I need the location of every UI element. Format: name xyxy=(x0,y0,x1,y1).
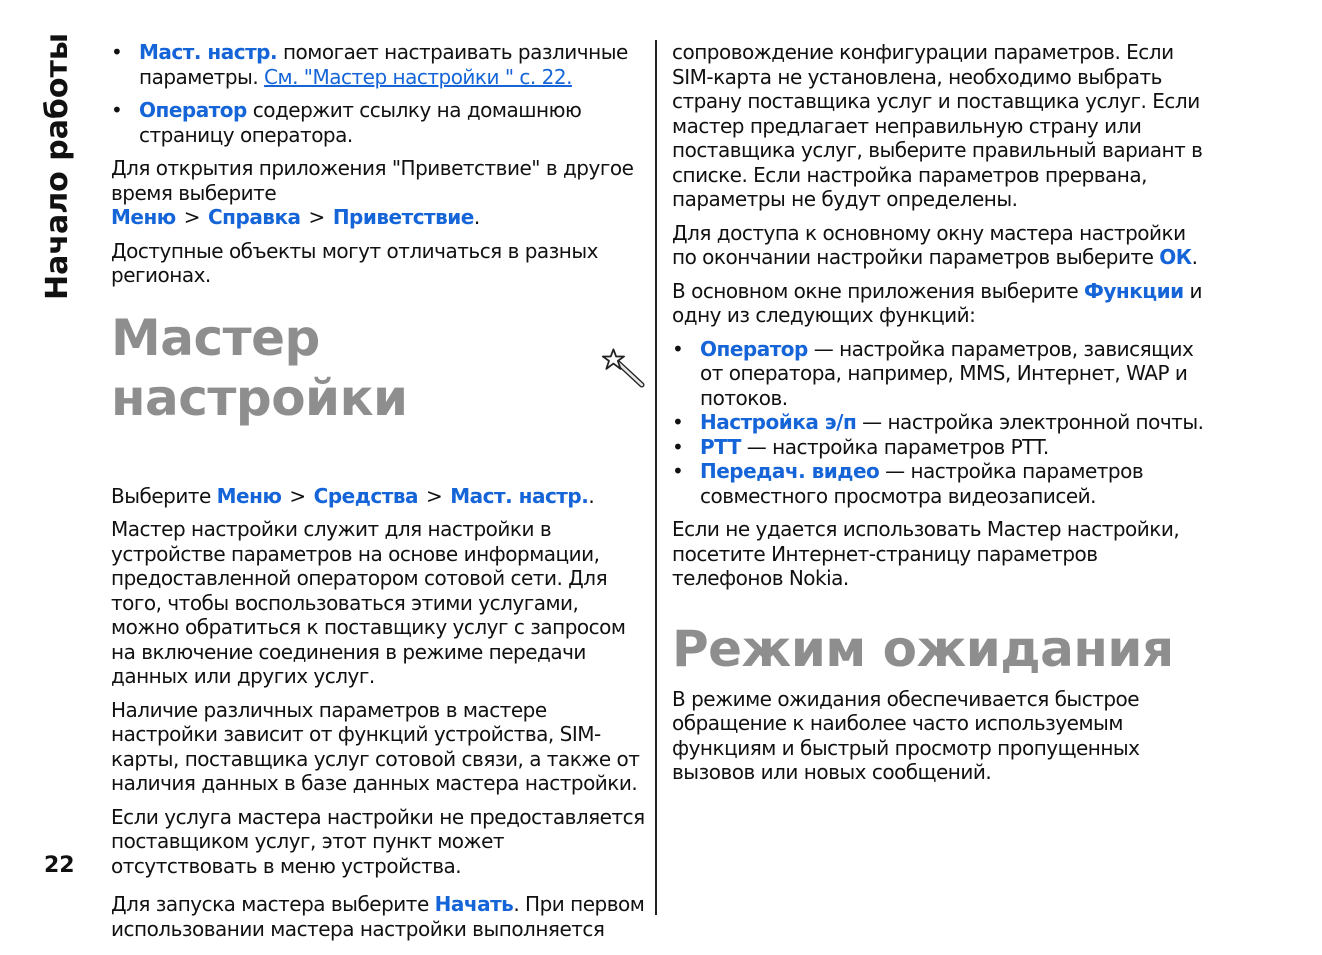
page-number: 22 xyxy=(44,853,75,878)
term-operator: Оператор xyxy=(700,336,808,361)
list-item xyxy=(672,410,1212,435)
text: Для открытия приложения "Приветствие" в другое время выберите xyxy=(111,156,634,205)
term-functions: Функции xyxy=(1084,278,1184,303)
list-item-text: содержит ссылку на домашнюю страницу оператора. xyxy=(139,98,582,147)
list-item xyxy=(111,40,645,89)
welcome-paragraph xyxy=(111,156,645,230)
section-heading-standby: Режим ожидания xyxy=(672,619,1174,678)
standby-paragraph: В режиме ожидания обеспечивается быстрое обращение к наиболее часто используемым функциям и быстрый просмотр пропущенных вызовов или новых сообщений. xyxy=(672,686,1140,784)
path-mast-nastr: Маст. настр. xyxy=(450,483,589,508)
section-heading-wizard: Мастер настройки xyxy=(111,308,408,427)
term-ok: ОК xyxy=(1159,245,1192,269)
heading-row xyxy=(111,308,645,428)
settings-availability-paragraph: Наличие различных параметров в мастере настройки зависит от функций устройства, SIM-карты, поставщика услуг сотовой связи, а также от наличия данных в базе данных мастера настройки. xyxy=(111,697,640,795)
list-item-text: — настройка параметров PTT. xyxy=(740,434,1049,459)
path-help: Справка xyxy=(208,205,301,229)
text: Выберите xyxy=(111,483,217,508)
text: . xyxy=(473,205,480,229)
text: . xyxy=(588,483,595,508)
continuation-paragraph: сопровождение конфигурации параметров. Если SIM-карта не установлена, необходимо выбрать страну поставщика услуг и поставщика услуг. Если мастер предлагает неправильную страну или поставщика услуг, выберите правильный вариант в списке. Если настройка параметров прервана, параметры не будут определены. xyxy=(672,40,1203,211)
path-welcome: Приветствие xyxy=(332,205,474,229)
term-operator: Оператор xyxy=(139,98,247,122)
text: Для доступа к основному окну мастера настройки по окончании настройки параметров выберите xyxy=(672,220,1186,269)
list-item xyxy=(672,459,1212,508)
path-separator: > xyxy=(308,205,325,229)
right-column xyxy=(672,40,1212,794)
wizard-page-link[interactable]: См. "Мастер настройки " с. 22. xyxy=(264,64,572,89)
section-side-title: Начало работы xyxy=(40,32,75,300)
term-ptt: PTT xyxy=(700,434,741,459)
text: В основном окне приложения выберите xyxy=(672,278,1085,303)
path-separator: > xyxy=(183,205,200,229)
list-item-text: помогает настраивать различные параметры. xyxy=(139,40,628,89)
service-missing-paragraph: Если услуга мастера настройки не предоставляется поставщиком услуг, этот пункт может отсутствовать в меню устройства. xyxy=(111,804,645,878)
nokia-paragraph: Если не удается использовать Мастер настройки, посетите Интернет-страницу параметров телефонов Nokia. xyxy=(672,517,1180,590)
path-separator: > xyxy=(289,483,306,508)
magic-wand-icon xyxy=(601,345,645,391)
text: . xyxy=(1191,245,1198,269)
access-paragraph xyxy=(672,221,1212,270)
text: и одну из следующих функций: xyxy=(672,278,1203,327)
text: . При первом использовании мастера настройки выполняется xyxy=(111,892,645,941)
launch-paragraph xyxy=(111,892,645,941)
term-start: Начать xyxy=(434,892,514,916)
right-bullet-list xyxy=(672,337,1212,509)
regions-paragraph: Доступные объекты могут отличаться в разных регионах. xyxy=(111,238,599,287)
list-item-text: — настройка электронной почты. xyxy=(856,410,1204,434)
term-email-setup: Настройка э/п xyxy=(700,410,857,434)
term-mast-nastr: Маст. настр. xyxy=(139,40,278,64)
text: Для запуска мастера выберите xyxy=(111,892,435,916)
path-menu: Меню xyxy=(216,483,282,508)
main-window-paragraph xyxy=(672,279,1212,328)
left-bullet-list xyxy=(111,40,645,147)
path-menu: Меню xyxy=(111,205,176,229)
list-item-text: — настройка параметров, зависящих от оператора, например, MMS, Интернет, WAP и потоков. xyxy=(700,336,1194,410)
list-item xyxy=(111,98,645,147)
path-tools: Средства xyxy=(313,483,418,508)
wizard-description-paragraph: Мастер настройки служит для настройки в устройстве параметров на основе информации, предоставленной оператором сотовой сети. Для того, чтобы воспользоваться этими услугами, можно обратиться к поставщику услуг с запросом на включение соединения в режиме передачи данных или других услуг. xyxy=(111,517,626,688)
select-paragraph xyxy=(111,484,645,509)
term-video-sharing: Передач. видео xyxy=(700,459,880,483)
list-item xyxy=(672,337,1212,411)
left-column xyxy=(111,40,645,950)
list-item-text: — настройка параметров совместного просмотра видеозаписей. xyxy=(700,459,1144,508)
path-separator: > xyxy=(425,483,443,508)
column-divider xyxy=(655,40,657,915)
list-item xyxy=(672,435,1212,460)
